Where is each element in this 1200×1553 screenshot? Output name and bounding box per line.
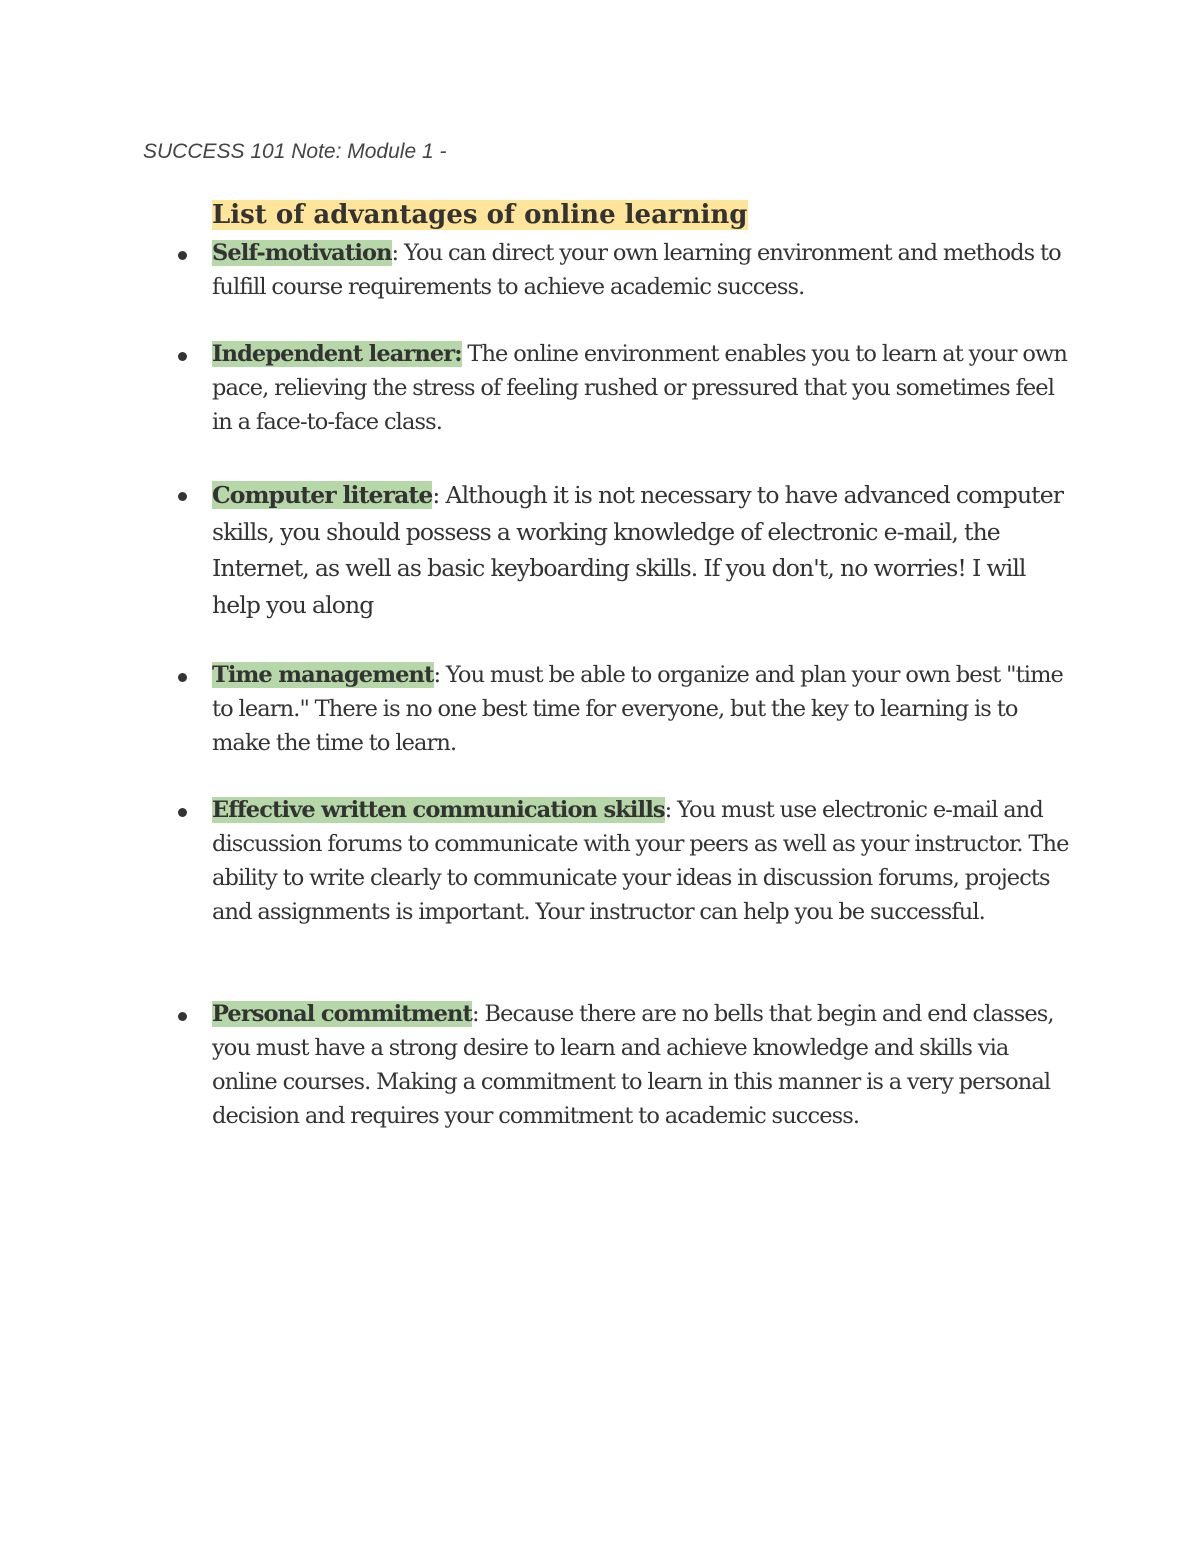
list-item-term: Time management xyxy=(212,662,434,688)
bullet-icon xyxy=(178,352,187,361)
list-item-text xyxy=(212,337,1072,439)
bullet-icon xyxy=(178,492,187,501)
list-item-description: : You can direct your own learning environment and methods to fulfill course requirements to achieve academic success. xyxy=(212,240,1061,300)
bullet-icon xyxy=(178,673,187,682)
list-title xyxy=(212,197,748,233)
list-item-term: Independent learner: xyxy=(212,341,462,367)
bullet-icon xyxy=(178,251,187,260)
list-item-text xyxy=(212,236,1072,304)
list-item-term: Effective written communication skills xyxy=(212,797,665,823)
list-item-text xyxy=(212,477,1072,623)
list-item-description: The online environment enables you to learn at your own pace, relieving the stress of feeling rushed or pressured that you sometimes feel in a face-to-face class. xyxy=(212,341,1067,435)
bullet-icon xyxy=(178,1012,187,1021)
list-title-text: List of advantages of online learning xyxy=(212,200,748,230)
list-item-text xyxy=(212,658,1072,760)
note-header: SUCCESS 101 Note: Module 1 - xyxy=(143,140,447,163)
list-item-term: Personal commitment xyxy=(212,1001,473,1027)
list-item-description: : Although it is not necessary to have advanced computer skills, you should possess a working knowledge of electronic e-mail, the Internet, as well as basic keyboarding skills. If you don't, no worries! I will help you along xyxy=(212,481,1064,619)
list-item-description: : Because there are no bells that begin and end classes, you must have a strong desire to learn and achieve knowledge and skills via online courses. Making a commitment to learn in this manner is a very personal decision and requires your commitment to academic success. xyxy=(212,1001,1054,1129)
list-item-term: Self-motivation xyxy=(212,240,392,266)
list-item-text xyxy=(212,997,1072,1133)
list-item-term: Computer literate xyxy=(212,481,433,509)
list-item-text xyxy=(212,793,1072,929)
list-item-description: : You must use electronic e-mail and discussion forums to communicate with your peers as well as your instructor. The ability to write clearly to communicate your ideas in discussion forums, projects and assignments is important. Your instructor can help you be successful. xyxy=(212,797,1069,925)
list-item-description: : You must be able to organize and plan your own best "time to learn." There is no one best time for everyone, but the key to learning is to make the time to learn. xyxy=(212,662,1063,756)
bullet-icon xyxy=(178,808,187,817)
